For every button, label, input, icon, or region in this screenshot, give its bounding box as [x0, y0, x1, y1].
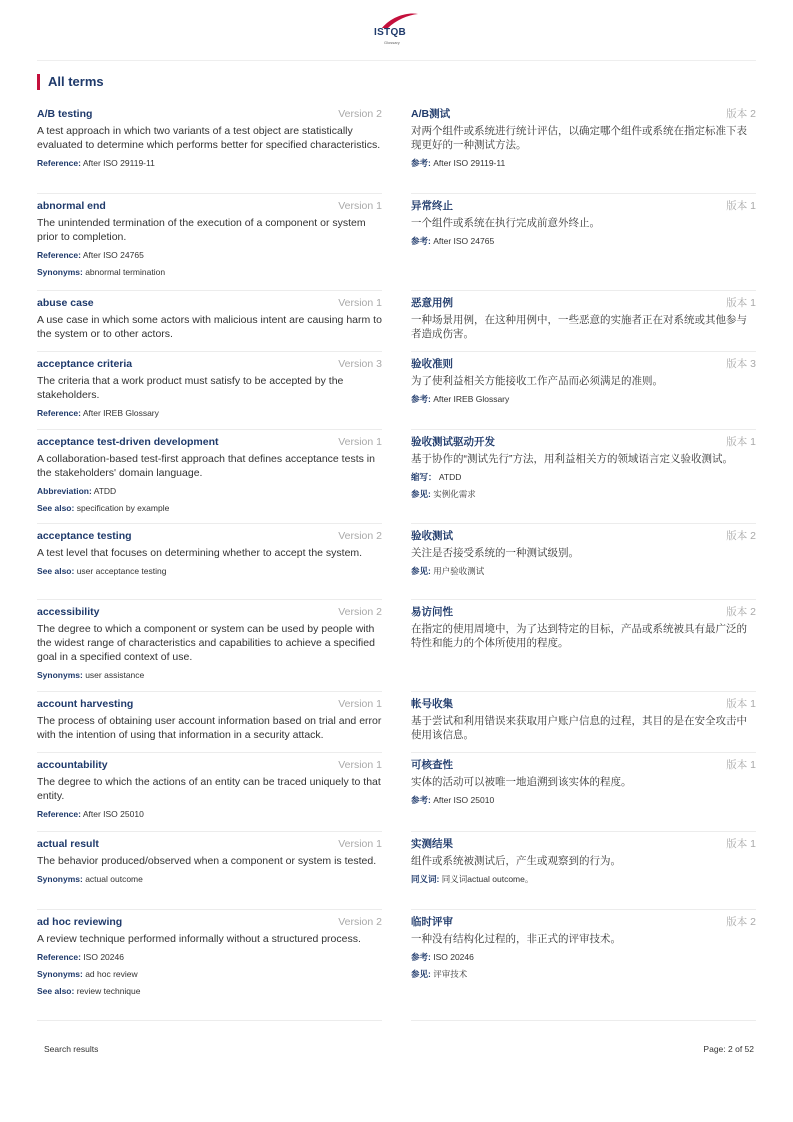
- meta-value: 评审技术: [433, 969, 468, 979]
- meta-value: After ISO 29119-11: [82, 158, 155, 168]
- section-title: All terms: [37, 74, 104, 90]
- term-meta-row: [411, 874, 756, 885]
- term-heading: [37, 107, 382, 121]
- meta-value: After ISO 24765: [82, 250, 144, 260]
- meta-label: Abbreviation:: [37, 486, 92, 496]
- term-meta-row: [37, 969, 382, 980]
- term-version: 版本 1: [726, 436, 756, 448]
- term-title[interactable]: actual result: [37, 838, 99, 850]
- term-heading: [411, 199, 756, 213]
- term-version: Version 1: [338, 436, 382, 448]
- term-definition: A test approach in which two variants of a test object are statistically evaluated to determine which performs better for specified characteristics.: [37, 125, 381, 151]
- term-definition: The unintended termination of the execution of a component or system prior to completion.: [37, 217, 366, 243]
- meta-value: After ISO 29119-11: [433, 158, 506, 168]
- term-title[interactable]: acceptance test-driven development: [37, 436, 219, 448]
- meta-label: 参见:: [411, 566, 431, 576]
- meta-label: 参考:: [411, 952, 431, 962]
- term-definition: A use case in which some actors with malicious intent are causing harm to the system or to other actors.: [37, 314, 382, 340]
- term-version: Version 1: [338, 838, 382, 850]
- meta-label: 参见:: [411, 489, 431, 499]
- zh-term-entry: [411, 758, 756, 806]
- term-definition: 实体的活动可以被唯一地追溯到该实体的程度。: [411, 776, 632, 788]
- term-title[interactable]: 验收测试: [411, 530, 453, 542]
- meta-label: Reference:: [37, 250, 81, 260]
- term-definition: A collaboration-based test-first approach that defines acceptance tests in the stakeholders' domain language.: [37, 453, 375, 479]
- meta-label: Synonyms:: [37, 874, 83, 884]
- row-divider: [37, 1020, 382, 1021]
- term-definition: 关注是否接受系统的一种测试级别。: [411, 547, 579, 559]
- row-divider: [411, 599, 756, 600]
- term-title[interactable]: accessibility: [37, 606, 100, 618]
- term-definition: The behavior produced/observed when a component or system is tested.: [37, 855, 377, 867]
- term-meta-row: [411, 472, 756, 483]
- term-title[interactable]: 易访问性: [411, 606, 453, 618]
- zh-term-entry: [411, 199, 756, 247]
- logo-subtitle: Glossary: [384, 40, 400, 45]
- term-title[interactable]: 验收测试驱动开发: [411, 436, 495, 448]
- term-title[interactable]: 可核查性: [411, 759, 453, 771]
- term-title[interactable]: 异常终止: [411, 200, 453, 212]
- term-heading: [411, 837, 756, 851]
- row-divider: [411, 351, 756, 352]
- en-term-entry: [37, 915, 382, 997]
- meta-value: After IREB Glossary: [433, 394, 510, 404]
- en-term-entry: [37, 529, 382, 577]
- term-version: 版本 1: [726, 200, 756, 212]
- en-term-entry: [37, 605, 382, 681]
- term-meta-row: [411, 969, 756, 980]
- meta-value: abnormal termination: [85, 267, 166, 277]
- en-term-entry: [37, 435, 382, 514]
- meta-value: After ISO 24765: [433, 236, 495, 246]
- meta-value: ISO 20246: [83, 952, 124, 962]
- term-meta-row: [37, 809, 382, 820]
- en-term-entry: [37, 697, 382, 742]
- zh-term-entry: [411, 435, 756, 500]
- term-meta-row: [37, 503, 382, 514]
- row-divider: [411, 831, 756, 832]
- term-definition: 一种没有结构化过程的，非正式的评审技术。: [411, 933, 621, 945]
- term-definition: A test level that focuses on determining whether to accept the system.: [37, 547, 363, 559]
- row-divider: [37, 290, 382, 291]
- term-version: 版本 1: [726, 838, 756, 850]
- term-version: 版本 3: [726, 358, 756, 370]
- term-title[interactable]: ad hoc reviewing: [37, 916, 123, 928]
- row-divider: [37, 909, 382, 910]
- term-meta-row: [37, 267, 382, 278]
- term-title[interactable]: account harvesting: [37, 698, 134, 710]
- term-heading: [411, 435, 756, 449]
- meta-label: Reference:: [37, 408, 81, 418]
- meta-value: 用户验收测试: [433, 566, 485, 576]
- term-title[interactable]: 恶意用例: [411, 297, 453, 309]
- term-definition: 对两个组件或系统进行统计评估，以确定哪个组件或系统在指定标准下表现更好的一种测试方法。: [411, 125, 747, 151]
- row-divider: [37, 831, 382, 832]
- row-divider: [37, 523, 382, 524]
- term-heading: [37, 435, 382, 449]
- row-divider: [411, 290, 756, 291]
- meta-value: review technique: [76, 986, 141, 996]
- term-definition: 为了使利益相关方能接收工作产品而必须满足的准则。: [411, 375, 663, 387]
- row-divider: [37, 691, 382, 692]
- term-heading: [37, 529, 382, 543]
- term-heading: [411, 529, 756, 543]
- term-title[interactable]: acceptance testing: [37, 530, 132, 542]
- term-definition: The criteria that a work product must satisfy to be accepted by the stakeholders.: [37, 375, 344, 401]
- meta-label: Synonyms:: [37, 670, 83, 680]
- zh-term-entry: [411, 697, 756, 742]
- term-title[interactable]: accountability: [37, 759, 108, 771]
- row-divider: [37, 599, 382, 600]
- term-definition: 一个组件或系统在执行完成前意外终止。: [411, 217, 600, 229]
- term-version: Version 1: [338, 759, 382, 771]
- term-title[interactable]: A/B测试: [411, 108, 451, 120]
- istqb-logo: [368, 12, 424, 48]
- term-version: Version 1: [338, 297, 382, 309]
- term-definition: 基于尝试和利用错误来获取用户账户信息的过程，其目的是在安全攻击中使用该信息。: [411, 715, 747, 741]
- meta-value: specification by example: [76, 503, 170, 513]
- term-version: 版本 2: [726, 916, 756, 928]
- en-term-entry: [37, 357, 382, 419]
- term-title[interactable]: 实测结果: [411, 838, 453, 850]
- term-meta-row: [411, 795, 756, 806]
- term-title[interactable]: abuse case: [37, 297, 94, 309]
- term-heading: [37, 605, 382, 619]
- meta-label: See also:: [37, 503, 75, 513]
- term-title[interactable]: acceptance criteria: [37, 358, 133, 370]
- zh-term-entry: [411, 296, 756, 341]
- term-meta-row: [411, 236, 756, 247]
- en-term-entry: [37, 296, 382, 341]
- meta-label: 参考:: [411, 795, 431, 805]
- meta-label: Synonyms:: [37, 267, 83, 277]
- zh-term-entry: [411, 837, 756, 885]
- meta-value: actual outcome: [85, 874, 143, 884]
- meta-value: After IREB Glossary: [82, 408, 159, 418]
- term-heading: [37, 837, 382, 851]
- en-term-entry: [37, 758, 382, 820]
- row-divider: [411, 429, 756, 430]
- term-heading: [411, 605, 756, 619]
- row-divider: [37, 429, 382, 430]
- term-version: 版本 2: [726, 108, 756, 120]
- en-term-entry: [37, 199, 382, 278]
- term-title[interactable]: 验收准则: [411, 358, 453, 370]
- term-heading: [37, 357, 382, 371]
- term-title[interactable]: A/B testing: [37, 108, 93, 120]
- meta-label: 参考:: [411, 236, 431, 246]
- term-version: 版本 2: [726, 606, 756, 618]
- meta-value: ATDD: [438, 472, 462, 482]
- row-divider: [411, 909, 756, 910]
- term-heading: [411, 296, 756, 310]
- term-meta-row: [37, 670, 382, 681]
- row-divider: [411, 691, 756, 692]
- row-divider: [411, 193, 756, 194]
- term-meta-row: [37, 486, 382, 497]
- term-version: Version 2: [338, 108, 382, 120]
- meta-label: Reference:: [37, 952, 81, 962]
- meta-label: See also:: [37, 986, 75, 996]
- term-heading: [411, 107, 756, 121]
- meta-value: ATDD: [93, 486, 117, 496]
- meta-value: After ISO 25010: [433, 795, 495, 805]
- term-title[interactable]: abnormal end: [37, 200, 106, 212]
- meta-label: Synonyms:: [37, 969, 83, 979]
- term-definition: 组件或系统被测试后，产生或观察到的行为。: [411, 855, 621, 867]
- meta-value: 实例化需求: [433, 489, 476, 499]
- term-version: Version 2: [338, 530, 382, 542]
- footer-page-number: Page: 2 of 52: [703, 1044, 754, 1054]
- row-divider: [37, 351, 382, 352]
- meta-value: 同义词actual outcome。: [441, 874, 534, 884]
- term-heading: [37, 697, 382, 711]
- term-version: 版本 1: [726, 698, 756, 710]
- meta-value: ISO 20246: [433, 952, 474, 962]
- en-term-entry: [37, 107, 382, 169]
- term-meta-row: [411, 566, 756, 577]
- term-definition: The degree to which the actions of an entity can be traced uniquely to that entity.: [37, 776, 381, 802]
- en-term-entry: [37, 837, 382, 885]
- meta-label: 参考:: [411, 158, 431, 168]
- row-divider: [37, 193, 382, 194]
- term-heading: [37, 758, 382, 772]
- term-meta-row: [411, 952, 756, 963]
- term-meta-row: [411, 489, 756, 500]
- term-version: Version 2: [338, 606, 382, 618]
- meta-label: See also:: [37, 566, 75, 576]
- term-title[interactable]: 帐号收集: [411, 698, 453, 710]
- term-heading: [411, 758, 756, 772]
- zh-term-entry: [411, 915, 756, 980]
- row-divider: [411, 1020, 756, 1021]
- term-version: Version 3: [338, 358, 382, 370]
- meta-label: 缩写：: [411, 472, 437, 482]
- term-meta-row: [37, 874, 382, 885]
- term-meta-row: [37, 566, 382, 577]
- term-meta-row: [411, 158, 756, 169]
- term-meta-row: [411, 394, 756, 405]
- term-heading: [37, 199, 382, 213]
- term-definition: The degree to which a component or system can be used by people with the widest range of characteristics and capabilities to achieve a specified goal in a specified context of use.: [37, 623, 375, 663]
- meta-value: After ISO 25010: [82, 809, 144, 819]
- term-definition: The process of obtaining user account information based on trial and error with the intention of using that information in a security attack.: [37, 715, 382, 741]
- logo-text: ISTQB: [374, 27, 407, 38]
- meta-value: user acceptance testing: [76, 566, 167, 576]
- term-version: 版本 1: [726, 759, 756, 771]
- zh-term-entry: [411, 605, 756, 650]
- term-meta-row: [37, 952, 382, 963]
- row-divider: [411, 752, 756, 753]
- zh-term-entry: [411, 529, 756, 577]
- term-heading: [411, 697, 756, 711]
- meta-label: Reference:: [37, 158, 81, 168]
- row-divider: [37, 752, 382, 753]
- term-heading: [411, 915, 756, 929]
- meta-label: Reference:: [37, 809, 81, 819]
- term-version: Version 1: [338, 200, 382, 212]
- term-meta-row: [37, 986, 382, 997]
- meta-label: 参考:: [411, 394, 431, 404]
- row-divider: [411, 523, 756, 524]
- term-version: Version 1: [338, 698, 382, 710]
- footer-search-results: Search results: [44, 1044, 99, 1054]
- term-meta-row: [37, 158, 382, 169]
- term-heading: [37, 296, 382, 310]
- term-version: Version 2: [338, 916, 382, 928]
- term-heading: [37, 915, 382, 929]
- term-heading: [411, 357, 756, 371]
- zh-term-entry: [411, 357, 756, 405]
- term-meta-row: [37, 250, 382, 261]
- term-version: 版本 2: [726, 530, 756, 542]
- header-divider: [37, 60, 756, 61]
- term-definition: 基于协作的“测试先行”方法，用利益相关方的领域语言定义验收测试。: [411, 453, 733, 465]
- term-definition: 在指定的使用周境中，为了达到特定的目标，产品或系统被具有最广泛的特性和能力的个体所使用的程度。: [411, 623, 747, 649]
- term-meta-row: [37, 408, 382, 419]
- meta-value: ad hoc review: [85, 969, 138, 979]
- meta-label: 同义词:: [411, 874, 440, 884]
- term-definition: A review technique performed informally without a structured process.: [37, 933, 361, 945]
- meta-value: user assistance: [85, 670, 145, 680]
- term-definition: 一种场景用例，在这种用例中，一些恶意的实施者正在对系统或其他参与者造成伤害。: [411, 314, 747, 340]
- zh-term-entry: [411, 107, 756, 169]
- term-title[interactable]: 临时评审: [411, 916, 453, 928]
- term-version: 版本 1: [726, 297, 756, 309]
- meta-label: 参见:: [411, 969, 431, 979]
